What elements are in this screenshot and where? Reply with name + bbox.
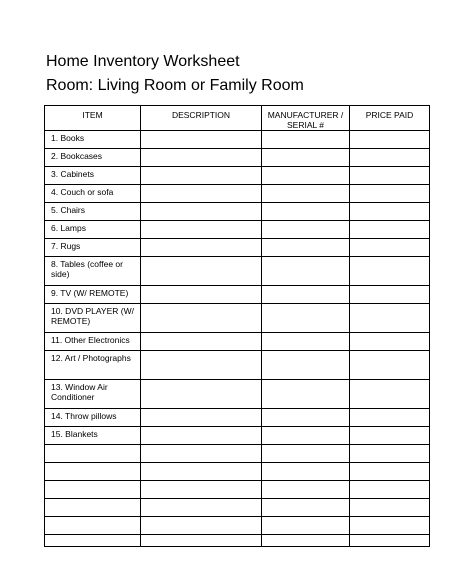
manufacturer-serial-cell[interactable]	[262, 239, 350, 257]
item-cell	[45, 351, 141, 380]
item-cell	[45, 286, 141, 304]
header-description: DESCRIPTION	[141, 106, 262, 131]
item-cell	[45, 445, 141, 463]
manufacturer-serial-cell[interactable]	[262, 304, 350, 333]
table-row	[45, 481, 430, 499]
description-cell[interactable]	[141, 149, 262, 167]
item-cell	[45, 257, 141, 286]
table-row	[45, 131, 430, 149]
item-label	[45, 535, 140, 537]
item-label: 15. Blankets	[51, 429, 98, 439]
item-cell	[45, 535, 141, 547]
price-paid-cell[interactable]	[350, 380, 430, 409]
item-label: 4. Couch or sofa	[51, 187, 114, 197]
price-paid-cell[interactable]	[350, 351, 430, 380]
item-cell	[45, 517, 141, 535]
manufacturer-serial-cell[interactable]	[262, 167, 350, 185]
manufacturer-serial-cell[interactable]	[262, 351, 350, 380]
description-cell[interactable]	[141, 333, 262, 351]
item-label	[45, 463, 140, 465]
description-cell[interactable]	[141, 351, 262, 380]
price-paid-cell[interactable]	[350, 427, 430, 445]
description-cell[interactable]	[141, 239, 262, 257]
item-label: 6. Lamps	[51, 223, 86, 233]
item-cell	[45, 203, 141, 221]
description-cell[interactable]	[141, 304, 262, 333]
item-cell	[45, 185, 141, 203]
item-label: 12. Art / Photographs	[51, 353, 131, 363]
description-cell[interactable]	[141, 463, 262, 481]
item-cell	[45, 333, 141, 351]
table-row	[45, 221, 430, 239]
description-cell[interactable]	[141, 131, 262, 149]
manufacturer-serial-cell[interactable]	[262, 221, 350, 239]
manufacturer-serial-cell[interactable]	[262, 427, 350, 445]
price-paid-cell[interactable]	[350, 445, 430, 463]
description-cell[interactable]	[141, 409, 262, 427]
manufacturer-serial-cell[interactable]	[262, 380, 350, 409]
table-row	[45, 304, 430, 333]
item-label	[45, 445, 140, 447]
table-row	[45, 286, 430, 304]
item-cell	[45, 427, 141, 445]
item-label: 3. Cabinets	[51, 169, 94, 179]
price-paid-cell[interactable]	[350, 167, 430, 185]
header-item: ITEM	[45, 106, 141, 131]
description-cell[interactable]	[141, 427, 262, 445]
manufacturer-serial-cell[interactable]	[262, 333, 350, 351]
manufacturer-serial-cell[interactable]	[262, 149, 350, 167]
table-row	[45, 409, 430, 427]
manufacturer-serial-cell[interactable]	[262, 445, 350, 463]
table-row	[45, 535, 430, 547]
price-paid-cell[interactable]	[350, 221, 430, 239]
table-row	[45, 149, 430, 167]
description-cell[interactable]	[141, 499, 262, 517]
manufacturer-serial-cell[interactable]	[262, 203, 350, 221]
item-label	[45, 499, 140, 501]
price-paid-cell[interactable]	[350, 185, 430, 203]
price-paid-cell[interactable]	[350, 239, 430, 257]
table-row	[45, 185, 430, 203]
table-row	[45, 517, 430, 535]
price-paid-cell[interactable]	[350, 304, 430, 333]
room-subtitle: Room: Living Room or Family Room	[46, 77, 304, 94]
table-row	[45, 427, 430, 445]
price-paid-cell[interactable]	[350, 286, 430, 304]
price-paid-cell[interactable]	[350, 131, 430, 149]
description-cell[interactable]	[141, 185, 262, 203]
description-cell[interactable]	[141, 203, 262, 221]
item-label: 2. Bookcases	[51, 151, 103, 161]
description-cell[interactable]	[141, 167, 262, 185]
manufacturer-serial-cell[interactable]	[262, 286, 350, 304]
worksheet-title: Home Inventory Worksheet	[46, 53, 240, 70]
manufacturer-serial-cell[interactable]	[262, 517, 350, 535]
price-paid-cell[interactable]	[350, 203, 430, 221]
item-label: 9. TV (W/ REMOTE)	[51, 288, 129, 298]
table-body	[45, 131, 430, 547]
price-paid-cell[interactable]	[350, 481, 430, 499]
table-row	[45, 463, 430, 481]
item-cell	[45, 221, 141, 239]
description-cell[interactable]	[141, 380, 262, 409]
description-cell[interactable]	[141, 481, 262, 499]
item-label: 1. Books	[51, 133, 85, 143]
table-row	[45, 167, 430, 185]
item-label: 8. Tables (coffee or side)	[51, 259, 123, 279]
manufacturer-serial-cell[interactable]	[262, 257, 350, 286]
item-label: 10. DVD PLAYER (W/ REMOTE)	[51, 306, 134, 326]
table-row	[45, 239, 430, 257]
item-label	[45, 481, 140, 483]
description-cell[interactable]	[141, 445, 262, 463]
item-cell	[45, 167, 141, 185]
item-label	[45, 517, 140, 519]
description-cell[interactable]	[141, 517, 262, 535]
item-cell	[45, 380, 141, 409]
item-label: 5. Chairs	[51, 205, 86, 215]
description-cell[interactable]	[141, 535, 262, 547]
header-manufacturer-serial: MANUFACTURER / SERIAL #	[262, 106, 350, 131]
manufacturer-serial-cell[interactable]	[262, 463, 350, 481]
table-row	[45, 380, 430, 409]
manufacturer-serial-cell[interactable]	[262, 409, 350, 427]
item-cell	[45, 149, 141, 167]
manufacturer-serial-cell[interactable]	[262, 499, 350, 517]
item-label: 7. Rugs	[51, 241, 81, 251]
price-paid-cell[interactable]	[350, 463, 430, 481]
item-cell	[45, 481, 141, 499]
table-row	[45, 445, 430, 463]
manufacturer-serial-cell[interactable]	[262, 131, 350, 149]
price-paid-cell[interactable]	[350, 149, 430, 167]
inventory-table	[44, 105, 430, 547]
item-cell	[45, 239, 141, 257]
item-cell	[45, 499, 141, 517]
description-cell[interactable]	[141, 221, 262, 239]
price-paid-cell[interactable]	[350, 517, 430, 535]
item-label: 11. Other Electronics	[51, 335, 130, 345]
table-header-row	[45, 106, 430, 131]
price-paid-cell[interactable]	[350, 409, 430, 427]
manufacturer-serial-cell[interactable]	[262, 535, 350, 547]
item-label: 14. Throw pillows	[51, 411, 117, 421]
table-row	[45, 499, 430, 517]
table-row	[45, 257, 430, 286]
item-cell	[45, 131, 141, 149]
item-label: 13. Window Air Conditioner	[51, 382, 108, 402]
description-cell[interactable]	[141, 286, 262, 304]
manufacturer-serial-cell[interactable]	[262, 481, 350, 499]
table-row	[45, 333, 430, 351]
price-paid-cell[interactable]	[350, 499, 430, 517]
description-cell[interactable]	[141, 257, 262, 286]
price-paid-cell[interactable]	[350, 333, 430, 351]
price-paid-cell[interactable]	[350, 257, 430, 286]
table-row	[45, 203, 430, 221]
manufacturer-serial-cell[interactable]	[262, 185, 350, 203]
table-row	[45, 351, 430, 380]
item-cell	[45, 409, 141, 427]
price-paid-cell[interactable]	[350, 535, 430, 547]
item-cell	[45, 304, 141, 333]
header-price-paid: PRICE PAID	[350, 106, 430, 131]
item-cell	[45, 463, 141, 481]
